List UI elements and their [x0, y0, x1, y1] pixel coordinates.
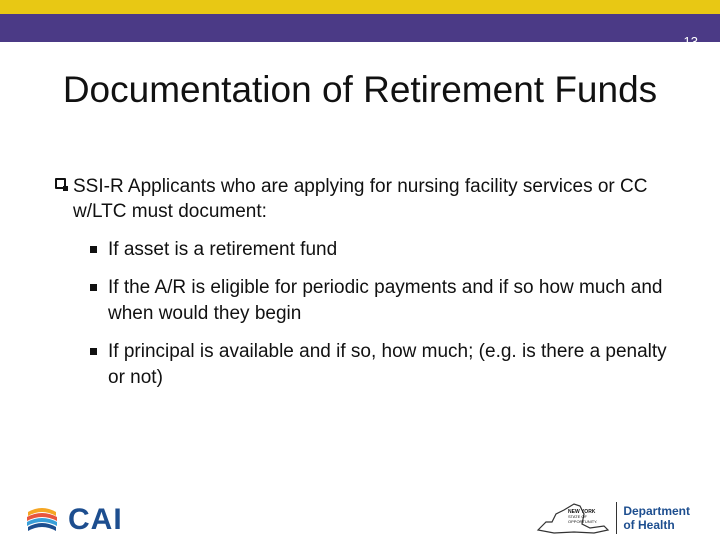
- dept-line-2: of Health: [623, 518, 675, 532]
- cai-logo-text: CAI: [68, 503, 123, 536]
- square-bullet-icon: [90, 246, 97, 253]
- square-bullet-icon: [90, 348, 97, 355]
- slide-title: Documentation of Retirement Funds: [62, 69, 658, 110]
- nys-state-text-1: NEW YORK: [568, 509, 596, 515]
- main-bullet-text: SSI-R Applicants who are applying for nursing facility services or CC w/LTC must document:: [73, 176, 648, 222]
- cai-logo-mark-icon: [24, 502, 60, 538]
- main-bullet-item: [52, 174, 672, 224]
- nys-state-text-3: OPPORTUNITY.: [568, 519, 598, 524]
- dept-line-1: Department: [623, 504, 690, 518]
- sub-bullet-text: If the A/R is eligible for periodic payments and if so how much and when would they begin: [108, 277, 663, 324]
- department-of-health-text: [623, 504, 690, 532]
- slide-number: 13: [683, 34, 698, 49]
- slide-body: [52, 174, 672, 403]
- nys-state-text-2: STATE OF: [568, 514, 588, 519]
- top-accent-band: [0, 0, 720, 14]
- sub-bullet-item: [88, 275, 672, 327]
- logo-divider: [616, 502, 617, 534]
- sub-bullet-item: [88, 237, 672, 263]
- sub-bullet-text: If principal is available and if so, how much; (e.g. is there a penalty or not): [108, 341, 667, 388]
- sub-bullet-item: [88, 339, 672, 391]
- nys-health-logo: [534, 498, 690, 538]
- header-band: [0, 14, 720, 49]
- new-york-state-icon: [534, 500, 610, 536]
- cai-logo: [24, 500, 123, 540]
- sub-bullet-list: [52, 237, 672, 391]
- square-bullet-icon: [90, 284, 97, 291]
- sub-bullet-text: If asset is a retirement fund: [108, 239, 338, 260]
- checkbox-bullet-icon: [55, 178, 66, 189]
